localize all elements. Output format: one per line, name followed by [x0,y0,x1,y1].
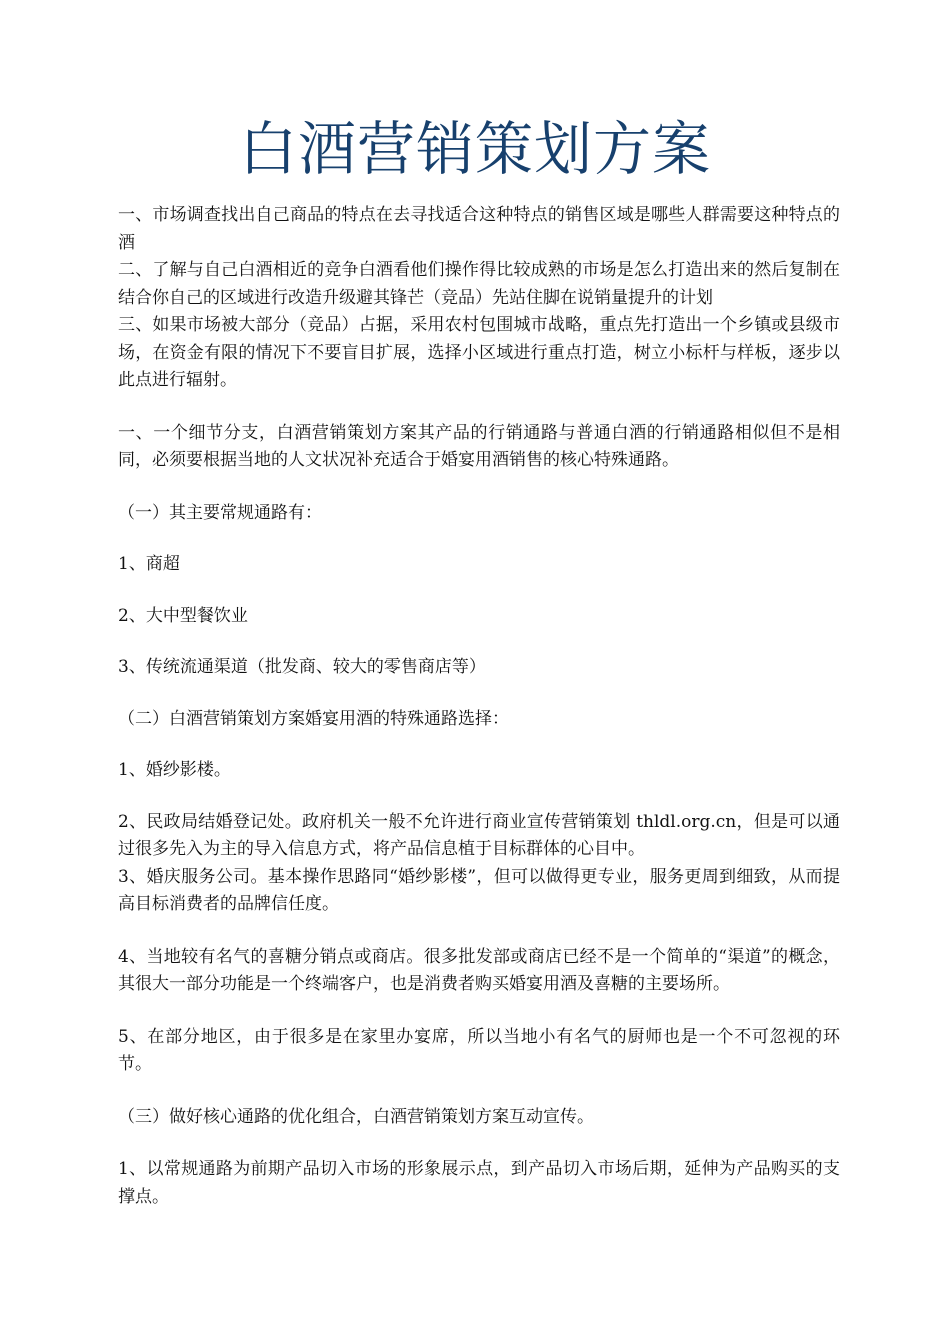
list-item-wedding-service: 3、婚庆服务公司。基本操作思路同“婚纱影楼”，但可以做得更专业，服务更周到细致，从而提高目标消费者的品牌信任度。 [118,866,840,914]
paragraph-market-research: 一、市场调查找出自己商品的特点在去寻找适合这种特点的销售区域是哪些人群需要这种特点的酒 [118,205,840,253]
list-item-regular-channel-display: 1、以常规通路为前期产品切入市场的形象展示点，到产品切入市场后期，延伸为产品购买的支撑点。 [118,1159,840,1207]
list-item-catering: 2、大中型餐饮业 [118,605,248,626]
list-item-chefs: 5、在部分地区，由于很多是在家里办宴席，所以当地小有名气的厨师也是一个不可忽视的环节。 [118,1026,840,1074]
paragraph-competitor-study: 二、了解与自己白酒相近的竞争白酒看他们操作得比较成熟的市场是怎么打造出来的然后复制在结合你自己的区域进行改造升级避其锋芒（竞品）先站住脚在说销量提升的计划 [118,260,840,308]
list-item-traditional-channels: 3、传统流通渠道（批发商、较大的零售商店等） [118,657,486,677]
document-title: 白酒营销策划方案 [238,114,711,183]
list-item-civil-affairs: 2、民政局结婚登记处。政府机关一般不允许进行商业宣传营销策划 thldl.org.cn，但是可以通过很多先入为主的导入信息方式，将产品信息植于目标群体的心目中。 [118,811,840,859]
list-item-candy-shops: 4、当地较有名气的喜糖分销点或商店。很多批发部或商店已经不是一个简单的“渠道”的概念，其很大一部分功能是一个终端客户，也是消费者购买婚宴用酒及喜糖的主要场所。 [118,946,840,994]
paragraph-channel-detail: 一、一个细节分支，白酒营销策划方案其产品的行销通路与普通白酒的行销通路相似但不是相同，必须要根据当地的人文状况补充适合于婚宴用酒销售的核心特殊通路。 [118,422,840,470]
section-heading-special-channels: （二）白酒营销策划方案婚宴用酒的特殊通路选择： [118,708,509,729]
section-heading-regular-channels: （一）其主要常规通路有： [118,502,322,523]
list-item-wedding-studio: 1、婚纱影楼。 [118,760,231,780]
paragraph-rural-strategy: 三、如果市场被大部分（竞品）占据，采用农村包围城市战略，重点先打造出一个乡镇或县级市场，在资金有限的情况下不要盲目扩展，选择小区域进行重点打造，树立小标杆与样板，逐步以此点进行辐射。 [118,315,840,390]
document-body [118,202,840,1211]
section-heading-channel-optimization: （三）做好核心通路的优化组合，白酒营销策划方案互动宣传。 [118,1106,594,1127]
list-item-supermarkets: 1、商超 [118,554,180,574]
